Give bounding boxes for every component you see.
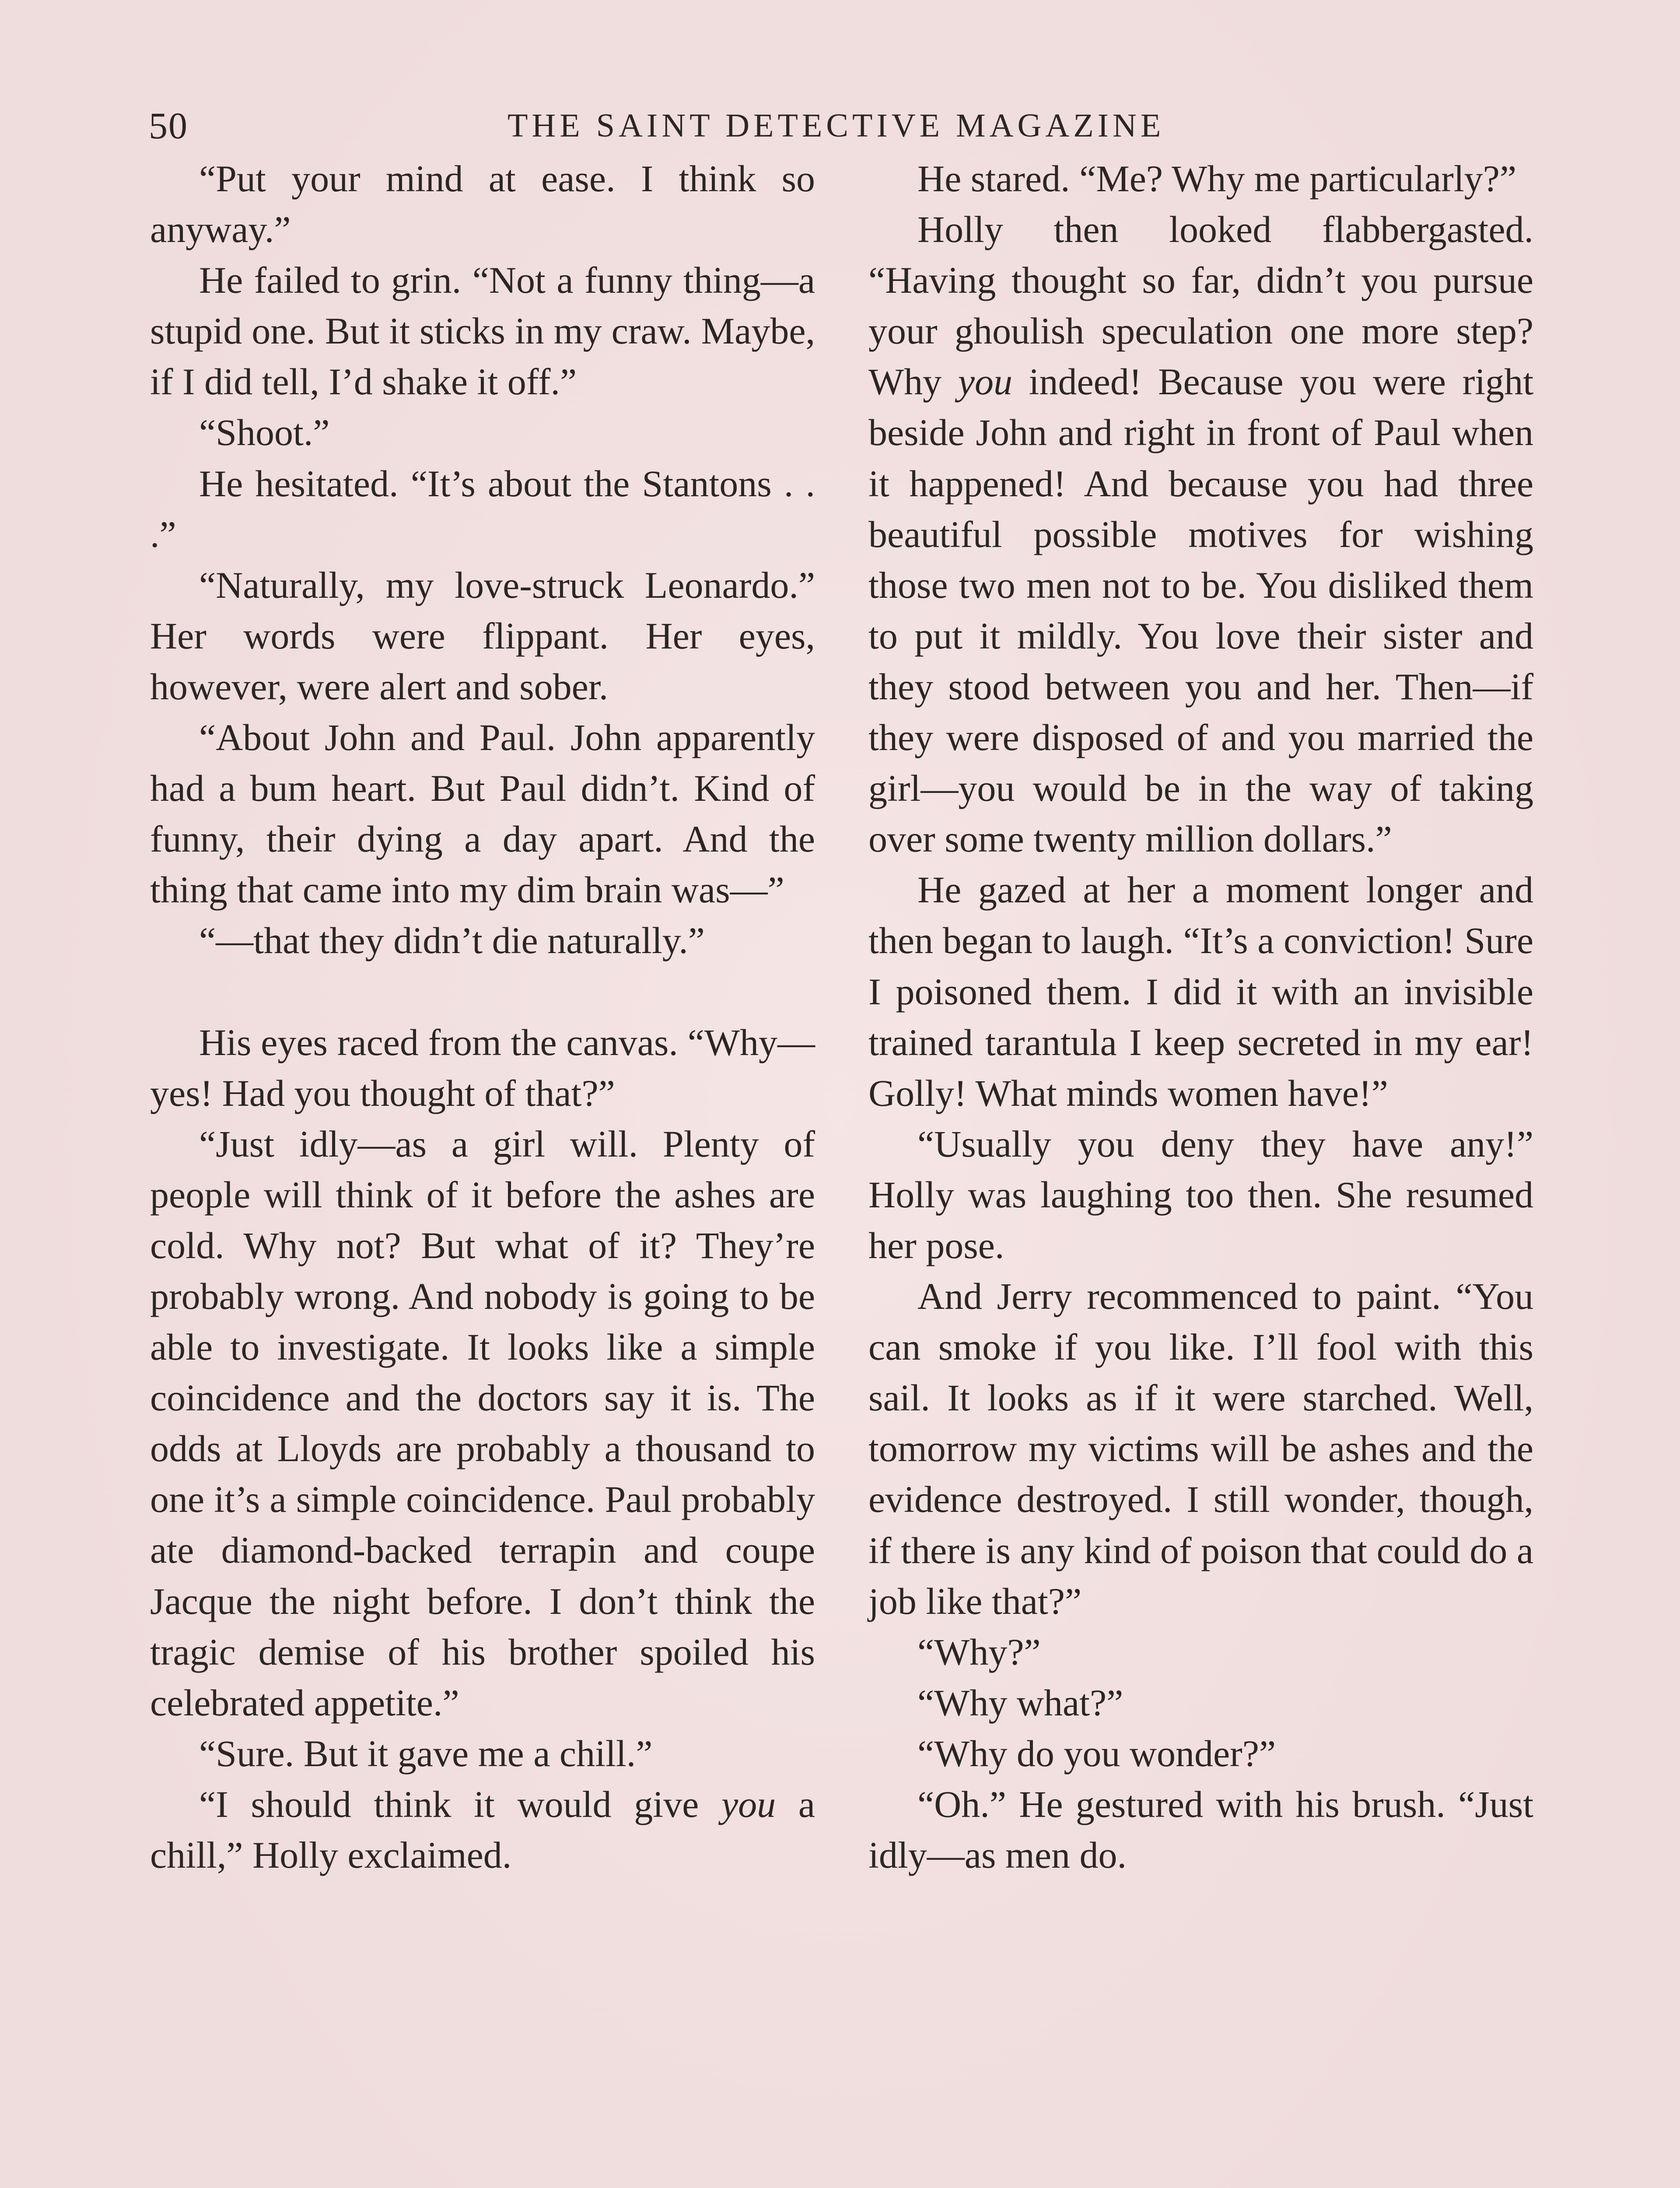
- paragraph: “Why do you wonder?”: [917, 1732, 1276, 1774]
- italic-emphasis: you: [721, 1783, 776, 1825]
- text-run: indeed! Because you were right beside John and right in front of Paul when it happened! And because you had three beautiful possible motives for wishing those two men not to be. You disliked them to put it mildly. You love their sister and they stood between you and her. Then—if they were disposed of and you married the girl—you would be in the way of taking over some twenty million dollars.”: [868, 361, 1533, 860]
- text-run: Holly then looked flabbergasted. “Having thought so far, didn’t you pursue your ghoulish speculation one more step? Why: [868, 208, 1533, 403]
- paragraph: “—that they didn’t die naturally.”: [199, 919, 705, 962]
- running-title: THE SAINT DETECTIVE MAGAZINE: [508, 107, 1165, 144]
- paragraph: “Usually you deny they have any!” Holly was laughing too then. She resumed her pose.: [868, 1122, 1533, 1266]
- paragraph: And Jerry recommenced to paint. “You can smoke if you like. I’ll fool with this sail. It looks as if it were starched. Well, tomorrow my victims will be ashes and the evidence destroyed. I still wonder, though, if there is any kind of poison that could do a job like that?”: [868, 1275, 1533, 1622]
- paragraph: His eyes raced from the canvas. “Why—yes! Had you thought of that?”: [150, 1021, 815, 1114]
- italic-emphasis: you: [958, 361, 1012, 403]
- paragraph: “Why what?”: [917, 1681, 1124, 1724]
- paragraph: He stared. “Me? Why me particularly?”: [917, 158, 1516, 200]
- paragraph: “Put your mind at ease. I think so anyway.”: [150, 158, 815, 251]
- paragraph: “Naturally, my love-struck Leonardo.” Her words were flippant. Her eyes, however, were alert and sober.: [150, 564, 815, 708]
- right-column: [868, 153, 1533, 1880]
- paragraph: “Why?”: [917, 1630, 1041, 1673]
- paragraph: [868, 204, 1533, 864]
- page-number: 50: [149, 105, 188, 147]
- paragraph: “Sure. But it gave me a chill.”: [199, 1732, 653, 1774]
- paragraph: “Shoot.”: [199, 411, 330, 454]
- paragraph: He gazed at her a moment longer and then began to laugh. “It’s a conviction! Sure I poisoned them. I did it with an invisible trained tarantula I keep secreted in my ear! Golly! What minds women have!”: [868, 869, 1533, 1114]
- paragraph: “Oh.” He gestured with his brush. “Just idly—as men do.: [868, 1783, 1533, 1876]
- paragraph: [150, 1779, 815, 1880]
- paragraph: “About John and Paul. John apparently had a bum heart. But Paul didn’t. Kind of funny, their dying a day apart. And the thing that came into my dim brain was—”: [150, 716, 815, 911]
- paragraph: He hesitated. “It’s about the Stantons . . .”: [150, 462, 815, 555]
- text-run: “I should think it would give: [199, 1783, 721, 1825]
- paragraph: “Just idly—as a girl will. Plenty of people will think of it before the ashes are cold. Why not? But what of it? They’re probably wrong. And nobody is going to be able to investigate. It looks like a simple coincidence and the doctors say it is. The odds at Lloyds are probably a thousand to one it’s a simple coincidence. Paul probably ate diamond-backed terrapin and coupe Jacque the night before. I don’t think the tragic demise of his brother spoiled his celebrated appetite.”: [150, 1122, 815, 1724]
- text-run: a chill,” Holly exclaimed.: [150, 1783, 816, 1876]
- left-column: [150, 153, 815, 1880]
- page-header: [149, 102, 1540, 150]
- paragraph: He failed to grin. “Not a funny thing—a stupid one. But it sticks in my craw. Maybe, if I did tell, I’d shake it off.”: [150, 259, 815, 403]
